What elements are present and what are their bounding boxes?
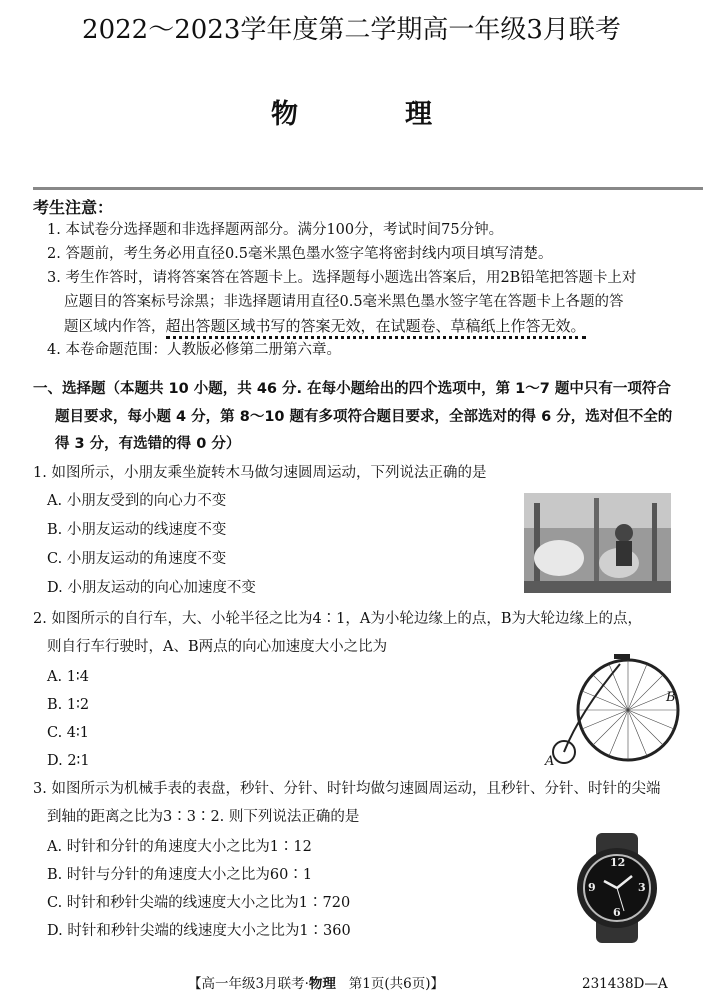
section-instructions: 得 3 分，有选错的得 0 分） xyxy=(55,436,241,452)
section-instructions: 一、选择题（本题共 10 小题，共 46 分. 在每小题给出的四个选项中，第 1～7 题中只有一项符合 xyxy=(33,381,671,397)
option-b: B. 1∶2 xyxy=(47,697,90,713)
footer-page: 第1页(共6页)】 xyxy=(348,976,444,992)
notice-text: 题区域内作答， xyxy=(64,319,166,335)
exam-title: 2022～2023学年度第二学期高一年级3月联考 xyxy=(82,15,621,45)
option-d: D. 时针和秒针尖端的线速度大小之比为1∶360 xyxy=(47,923,351,939)
notice-item xyxy=(64,317,586,336)
option-d: D. 小朋友运动的向心加速度不变 xyxy=(47,580,256,596)
notice-item: 4. 本卷命题范围：人教版必修第二册第六章。 xyxy=(47,342,341,358)
question-stem: 3. 如图所示为机械手表的表盘，秒针、分针、时针均做匀速圆周运动，且秒针、分针、时针的尖端 xyxy=(33,781,661,797)
option-c: C. 小朋友运动的角速度不变 xyxy=(47,551,227,567)
emphasis-text: 超出答题区域书写的答案无效，在试题卷、草稿纸上作答无效。 xyxy=(166,317,586,339)
divider xyxy=(33,187,703,190)
dial-3: 3 xyxy=(638,881,646,894)
option-a: A. 时针和分针的角速度大小之比为1∶12 xyxy=(47,839,312,855)
page-footer xyxy=(188,975,444,993)
paper-code: 231438D—A xyxy=(582,976,668,992)
notice-item: 应题目的答案标号涂黑；非选择题请用直径0.5毫米黑色墨水签字笔在答题卡上各题的答 xyxy=(64,294,624,310)
notice-item: 2. 答题前，考生务必用直径0.5毫米黑色墨水签字笔将密封线内项目填写清楚。 xyxy=(47,246,553,262)
subject-title: 物 理 xyxy=(271,99,472,130)
question-stem: 到轴的距离之比为3∶3∶2. 则下列说法正确的是 xyxy=(47,809,360,825)
option-a: A. 小朋友受到的向心力不变 xyxy=(47,493,227,509)
footer-subject: 物理 xyxy=(308,976,336,992)
dial-6: 6 xyxy=(613,906,621,919)
question-stem: 1. 如图所示，小朋友乘坐旋转木马做匀速圆周运动，下列说法正确的是 xyxy=(33,465,487,481)
carousel-photo xyxy=(524,493,671,593)
question-stem: 2. 如图所示的自行车，大、小轮半径之比为4∶1，A为小轮边缘上的点，B为大轮边缘上的点， xyxy=(33,611,643,627)
dial-12: 12 xyxy=(610,856,626,869)
section-instructions: 题目要求，每小题 4 分，第 8～10 题有多项符合题目要求，全部选对的得 6 分，选对但不全的 xyxy=(55,409,673,425)
point-a-label: A xyxy=(545,754,555,769)
option-d: D. 2∶1 xyxy=(47,753,90,769)
question-stem: 则自行车行驶时，A、B两点的向心加速度大小之比为 xyxy=(47,639,388,655)
option-b: B. 时针与分针的角速度大小之比为60∶1 xyxy=(47,867,313,883)
notice-heading: 考生注意： xyxy=(33,198,114,217)
point-b-label: B xyxy=(666,690,676,705)
footer-prefix: 【高一年级3月联考· xyxy=(188,976,309,992)
dial-9: 9 xyxy=(588,881,596,894)
option-c: C. 4∶1 xyxy=(47,725,90,741)
option-a: A. 1∶4 xyxy=(47,669,89,685)
option-b: B. 小朋友运动的线速度不变 xyxy=(47,522,227,538)
watch-figure xyxy=(574,833,660,943)
bicycle-figure xyxy=(540,652,680,772)
option-c: C. 时针和秒针尖端的线速度大小之比为1∶720 xyxy=(47,895,351,911)
notice-item: 3. 考生作答时，请将答案答在答题卡上。选择题每小题选出答案后，用2B铅笔把答题卡上对 xyxy=(47,270,637,286)
notice-item: 1. 本试卷分选择题和非选择题两部分。满分100分，考试时间75分钟。 xyxy=(47,222,504,238)
